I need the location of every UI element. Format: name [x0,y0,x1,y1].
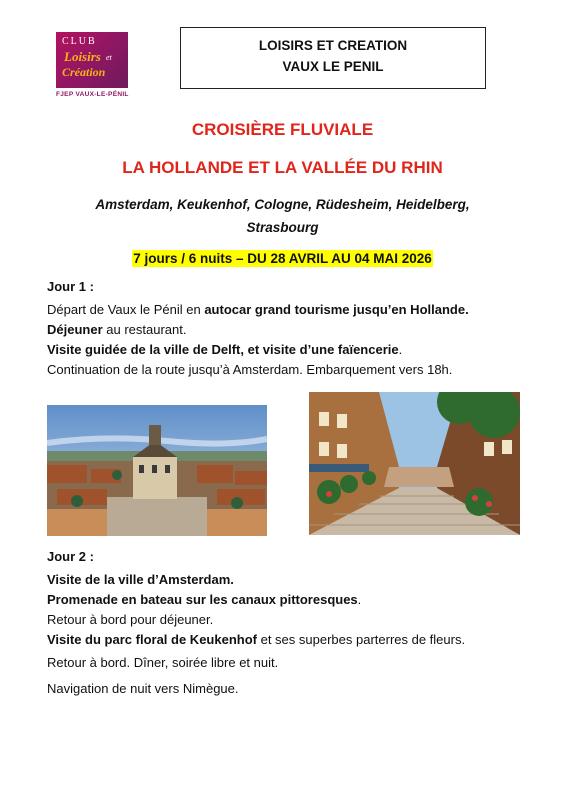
day2-line3: Retour à bord pour déjeuner. [47,612,214,627]
day1-line2-a: Déjeuner [47,322,103,337]
day2-line4 [47,630,527,650]
day1-line3-a: Visite guidée de la ville de Delft, et visite d’une faïencerie [47,342,399,357]
day1-line2-b: au restaurant. [102,322,187,337]
day1-text [47,300,527,380]
day1-line1-a: Départ de Vaux le Pénil en [47,302,205,317]
page-subtitle: LA HOLLANDE ET LA VALLÉE DU RHIN [122,158,443,177]
day2-line4-a: Visite du parc floral de Keukenhof [47,632,257,647]
logo-club-text: CLUB [62,36,97,47]
logo-line1: Loisirs [64,49,101,64]
club-name-line2: VAUX LE PENIL [282,59,384,74]
day2-line2-a: Promenade en bateau sur les canaux pittoresques [47,592,358,607]
club-name-line1: LOISIRS ET CREATION [258,38,408,53]
delft-city-image [47,405,267,536]
trip-dates [0,250,565,268]
day2-line1-a: Visite de la ville d’Amsterdam. [47,572,234,587]
day2-title: Jour 2 : [47,549,94,564]
day2-line6: Navigation de nuit vers Nimègue. [47,681,239,696]
day2-line2-end: . [357,592,362,607]
day2-line4-b: et ses superbes parterres de fleurs. [256,632,466,647]
logo-subtitle: FJEP VAUX-LE-PÉNIL [56,91,129,98]
page-title: CROISIÈRE FLUVIALE [191,120,374,139]
day1-line3 [47,340,527,360]
day2-line5: Retour à bord. Dîner, soirée libre et nuit. [47,655,279,670]
amsterdam-street-image [309,392,520,535]
logo-line2: Création [62,65,106,79]
delft-photo [47,405,267,536]
logo-badge [56,32,128,88]
day2-text [47,570,527,650]
day1-line3-end: . [398,342,403,357]
street-photo [309,392,520,535]
club-name-box [180,27,486,89]
day1-line2 [47,320,527,340]
day2-line2 [47,590,527,610]
logo-et: et [106,53,112,62]
trip-dates-highlight: 7 jours / 6 nuits – DU 28 AVRIL AU 04 MAI 2026 [133,251,432,266]
day1-line1 [47,300,527,320]
day2-line1 [47,570,527,590]
day1-line4: Continuation de la route jusqu’à Amsterdam. Embarquement vers 18h. [47,362,453,377]
day1-title: Jour 1 : [47,279,94,294]
day1-line1-b: autocar grand tourisme jusqu’en Hollande. [204,302,469,317]
cities-list: Amsterdam, Keukenhof, Cologne, Rüdesheim, Heidelberg, Strasbourg [95,197,470,235]
club-logo [56,32,132,100]
